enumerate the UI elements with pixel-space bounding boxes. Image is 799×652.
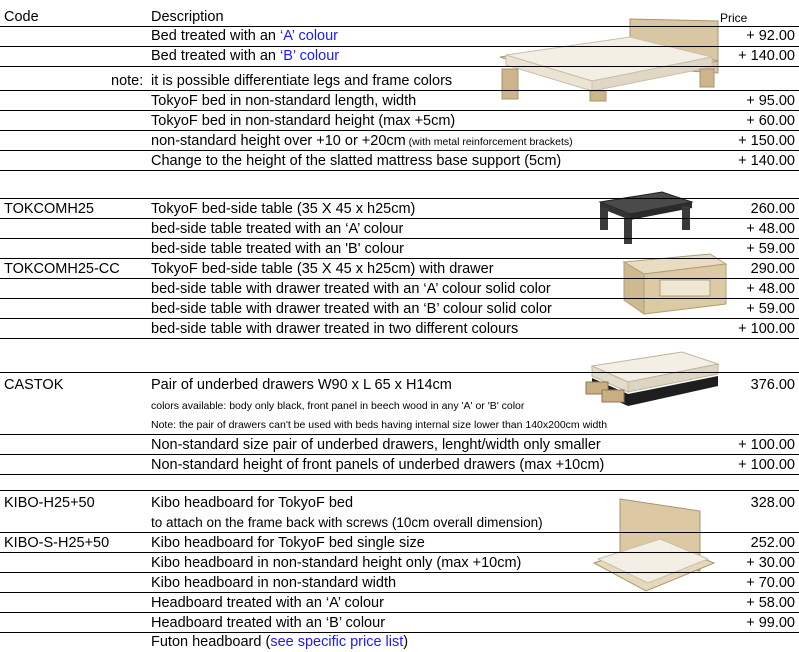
rule bbox=[0, 552, 799, 553]
desc-row: TokyoF bed-side table (35 X 45 x h25cm) bbox=[151, 201, 416, 217]
rule bbox=[0, 198, 799, 199]
price-cell: + 60.00 bbox=[746, 113, 795, 129]
desc-row: Kibo headboard for TokyoF bed bbox=[151, 495, 354, 511]
price-cell: + 140.00 bbox=[738, 48, 795, 64]
desc-row: Change to the height of the slatted mattress base support (5cm) bbox=[151, 153, 562, 169]
desc-row: non-standard height over +10 or +20cm (with metal reinforcement brackets) bbox=[151, 133, 573, 149]
note-label: note: bbox=[111, 73, 144, 89]
price-cell: 252.00 bbox=[750, 535, 795, 551]
price-cell: + 100.00 bbox=[738, 437, 795, 453]
underbed-drawers-photo bbox=[582, 346, 722, 412]
rule bbox=[0, 46, 799, 47]
rule bbox=[0, 150, 799, 151]
rule bbox=[0, 318, 799, 319]
price-cell: + 100.00 bbox=[738, 321, 795, 337]
rule bbox=[0, 434, 799, 435]
price-cell: + 48.00 bbox=[746, 221, 795, 237]
price-cell: + 92.00 bbox=[746, 28, 795, 44]
rule bbox=[0, 218, 799, 219]
product-code: KIBO-H25+50 bbox=[4, 495, 95, 511]
desc-row: Headboard treated with an ‘B’ colour bbox=[151, 615, 386, 631]
product-code: TOKCOMH25 bbox=[4, 201, 94, 217]
header-code: Code bbox=[4, 9, 39, 25]
desc-row: it is possible differentiate legs and frame colors bbox=[151, 73, 453, 89]
desc-row: Non-standard height of front panels of underbed drawers (max +10cm) bbox=[151, 457, 605, 473]
product-code: KIBO-S-H25+50 bbox=[4, 535, 110, 551]
rule bbox=[0, 298, 799, 299]
price-cell: + 99.00 bbox=[746, 615, 795, 631]
price-cell: + 70.00 bbox=[746, 575, 795, 591]
desc-row: Non-standard size pair of underbed drawers, lenght/width only smaller bbox=[151, 437, 601, 453]
headboard-photo bbox=[590, 497, 718, 597]
rule bbox=[0, 454, 799, 455]
rule bbox=[0, 612, 799, 613]
product-code: TOKCOMH25-CC bbox=[4, 261, 120, 277]
rule bbox=[0, 572, 799, 573]
price-cell: + 150.00 bbox=[738, 133, 795, 149]
rule bbox=[0, 66, 799, 67]
desc-row: Pair of underbed drawers W90 x L 65 x H14cm bbox=[151, 377, 452, 393]
price-cell: + 95.00 bbox=[746, 93, 795, 109]
desc-row: bed-side table treated with an 'B' colour bbox=[151, 241, 404, 257]
rule bbox=[0, 170, 799, 171]
bedside-table-drawer-photo bbox=[620, 250, 730, 320]
price-cell: + 58.00 bbox=[746, 595, 795, 611]
desc-row: TokyoF bed in non-standard length, width bbox=[151, 93, 417, 109]
rule bbox=[0, 130, 799, 131]
price-cell: 290.00 bbox=[750, 261, 795, 277]
price-cell: 260.00 bbox=[750, 201, 795, 217]
small-note: colors available: body only black, front panel in beech wood in any 'A' or 'B' color bbox=[151, 400, 525, 412]
desc-row: TokyoF bed-side table (35 X 45 x h25cm) with drawer bbox=[151, 261, 494, 277]
price-cell: + 140.00 bbox=[738, 153, 795, 169]
rule bbox=[0, 258, 799, 259]
price-cell: + 48.00 bbox=[746, 281, 795, 297]
rule bbox=[0, 372, 799, 373]
small-note: Note: the pair of drawers can't be used with beds having internal size lower than 140x200cm width bbox=[151, 419, 608, 431]
rule bbox=[0, 278, 799, 279]
price-cell: 376.00 bbox=[750, 377, 795, 393]
desc-row: bed-side table with drawer treated in two different colours bbox=[151, 321, 519, 337]
desc-row: Kibo headboard for TokyoF bed single size bbox=[151, 535, 425, 551]
desc-row: bed-side table with drawer treated with an ‘A’ colour solid color bbox=[151, 281, 551, 297]
price-cell: + 30.00 bbox=[746, 555, 795, 571]
desc-row: bed-side table with drawer treated with an ‘B’ colour solid color bbox=[151, 301, 552, 317]
rule bbox=[0, 490, 799, 491]
desc-row: bed-side table treated with an ‘A’ colour bbox=[151, 221, 404, 237]
header-price: Price bbox=[720, 11, 748, 25]
price-cell: + 100.00 bbox=[738, 457, 795, 473]
desc-row: to attach on the frame back with screws (10cm overall dimension) bbox=[151, 515, 543, 530]
rule bbox=[0, 26, 799, 27]
desc-row: Headboard treated with an ‘A’ colour bbox=[151, 595, 384, 611]
desc-row: Futon headboard (see specific price list) bbox=[151, 634, 409, 650]
rule bbox=[0, 110, 799, 111]
rule bbox=[0, 532, 799, 533]
rule bbox=[0, 90, 799, 91]
desc-row: Bed treated with an ‘A’ colour bbox=[151, 28, 339, 44]
rule bbox=[0, 238, 799, 239]
price-cell: 328.00 bbox=[750, 495, 795, 511]
product-code: CASTOK bbox=[4, 377, 64, 393]
rule bbox=[0, 338, 799, 339]
desc-row: Kibo headboard in non-standard width bbox=[151, 575, 397, 591]
rule bbox=[0, 592, 799, 593]
header-description: Description bbox=[151, 9, 224, 25]
price-list-link[interactable]: see specific price list bbox=[270, 634, 404, 650]
rule bbox=[0, 474, 799, 475]
desc-row: Bed treated with an ‘B’ colour bbox=[151, 48, 340, 64]
desc-row: Kibo headboard in non-standard height only (max +10cm) bbox=[151, 555, 522, 571]
desc-row: TokyoF bed in non-standard height (max +5cm) bbox=[151, 113, 456, 129]
price-cell: + 59.00 bbox=[746, 241, 795, 257]
price-cell: + 59.00 bbox=[746, 301, 795, 317]
